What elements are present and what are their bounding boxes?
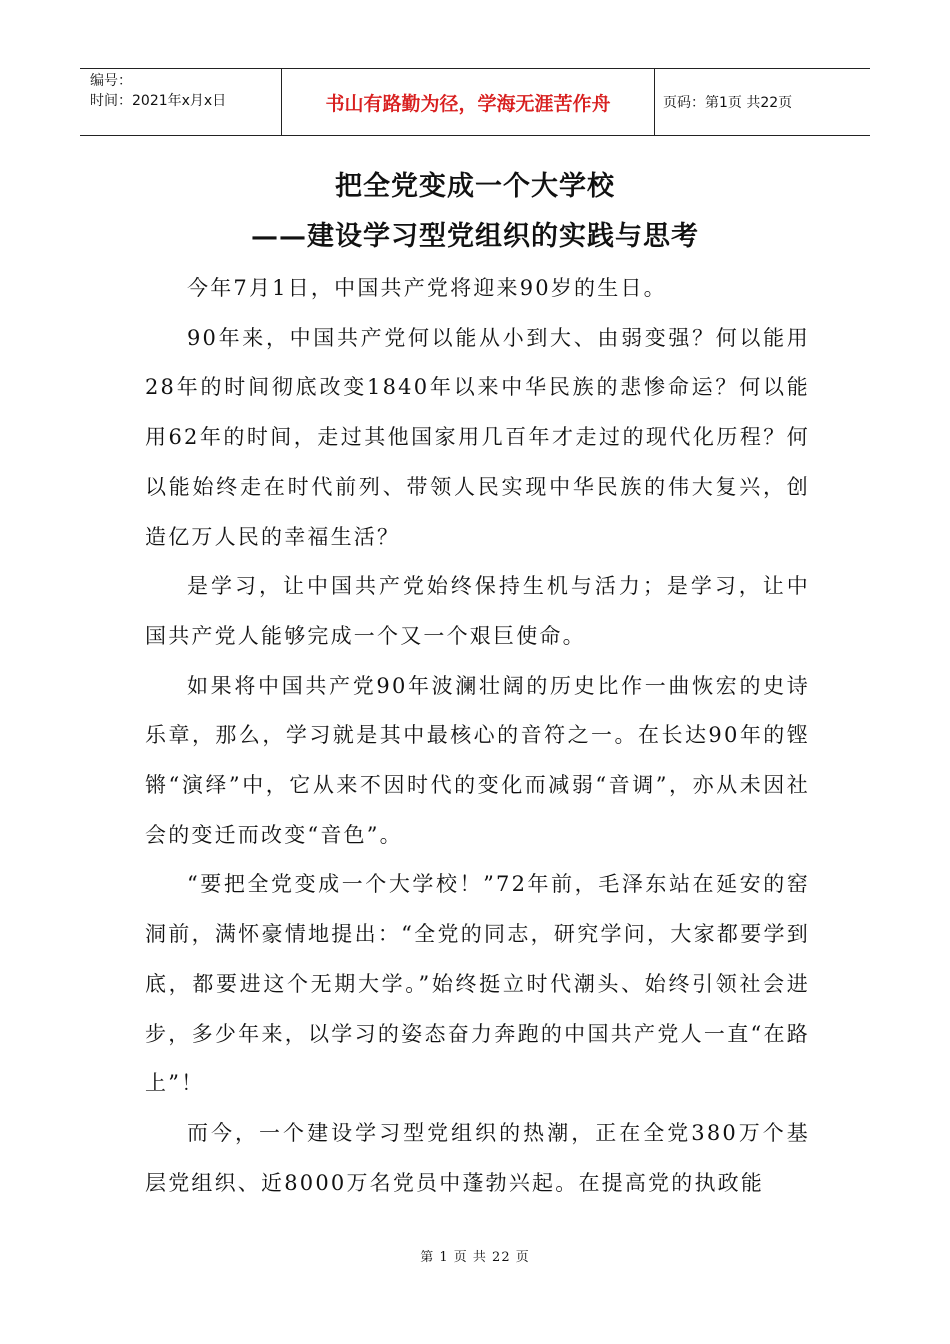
- document-body: [145, 264, 810, 1208]
- header-motto: 书山有路勤为径，学海无涯苦作舟: [282, 69, 655, 135]
- paragraph: 是学习，让中国共产党始终保持生机与活力；是学习，让中国共产党人能够完成一个又一个艰巨使命。: [145, 574, 810, 648]
- document-number-label: 编号：: [90, 73, 132, 89]
- paragraph: 今年7月1日，中国共产党将迎来90岁的生日。: [187, 276, 667, 300]
- page-footer: 第 1 页 共 22 页: [420, 1250, 530, 1265]
- document-time-label: 时间：2021年x月x日: [90, 93, 227, 109]
- header-page-label: 页码：第1页 共22页: [663, 95, 793, 111]
- document-subtitle: ——建设学习型党组织的实践与思考: [251, 221, 699, 252]
- page-header: [80, 68, 870, 136]
- paragraph: 而今，一个建设学习型党组织的热潮，正在全党380万个基层党组织、近8000万名党员中蓬勃兴起。在提高党的执政能: [145, 1120, 810, 1195]
- paragraph: “要把全党变成一个大学校！”72年前，毛泽东站在延安的窑洞前，满怀豪情地提出：“全党的同志，研究学问，大家都要学到底，都要进这个无期大学。”始终挺立时代潮头、始终引领社会进步，多少年来，以学习的姿态奋力奔跑的中国共产党人一直“在路上”！: [145, 872, 810, 1096]
- paragraph: 90年来，中国共产党何以能从小到大、由弱变强？何以能用28年的时间彻底改变1840年以来中华民族的悲惨命运？何以能用62年的时间，走过其他国家用几百年才走过的现代化历程？何以能始终走在时代前列、带领人民实现中华民族的伟大复兴，创造亿万人民的幸福生活？: [145, 325, 810, 549]
- header-meta: [80, 69, 282, 135]
- document-title: 把全党变成一个大学校: [335, 171, 615, 202]
- paragraph: 如果将中国共产党90年波澜壮阔的历史比作一曲恢宏的史诗乐章，那么，学习就是其中最核心的音符之一。在长达90年的铿锵“演绎”中，它从来不因时代的变化而减弱“音调”，亦从未因社会的变迁而改变“音色”。: [145, 673, 810, 847]
